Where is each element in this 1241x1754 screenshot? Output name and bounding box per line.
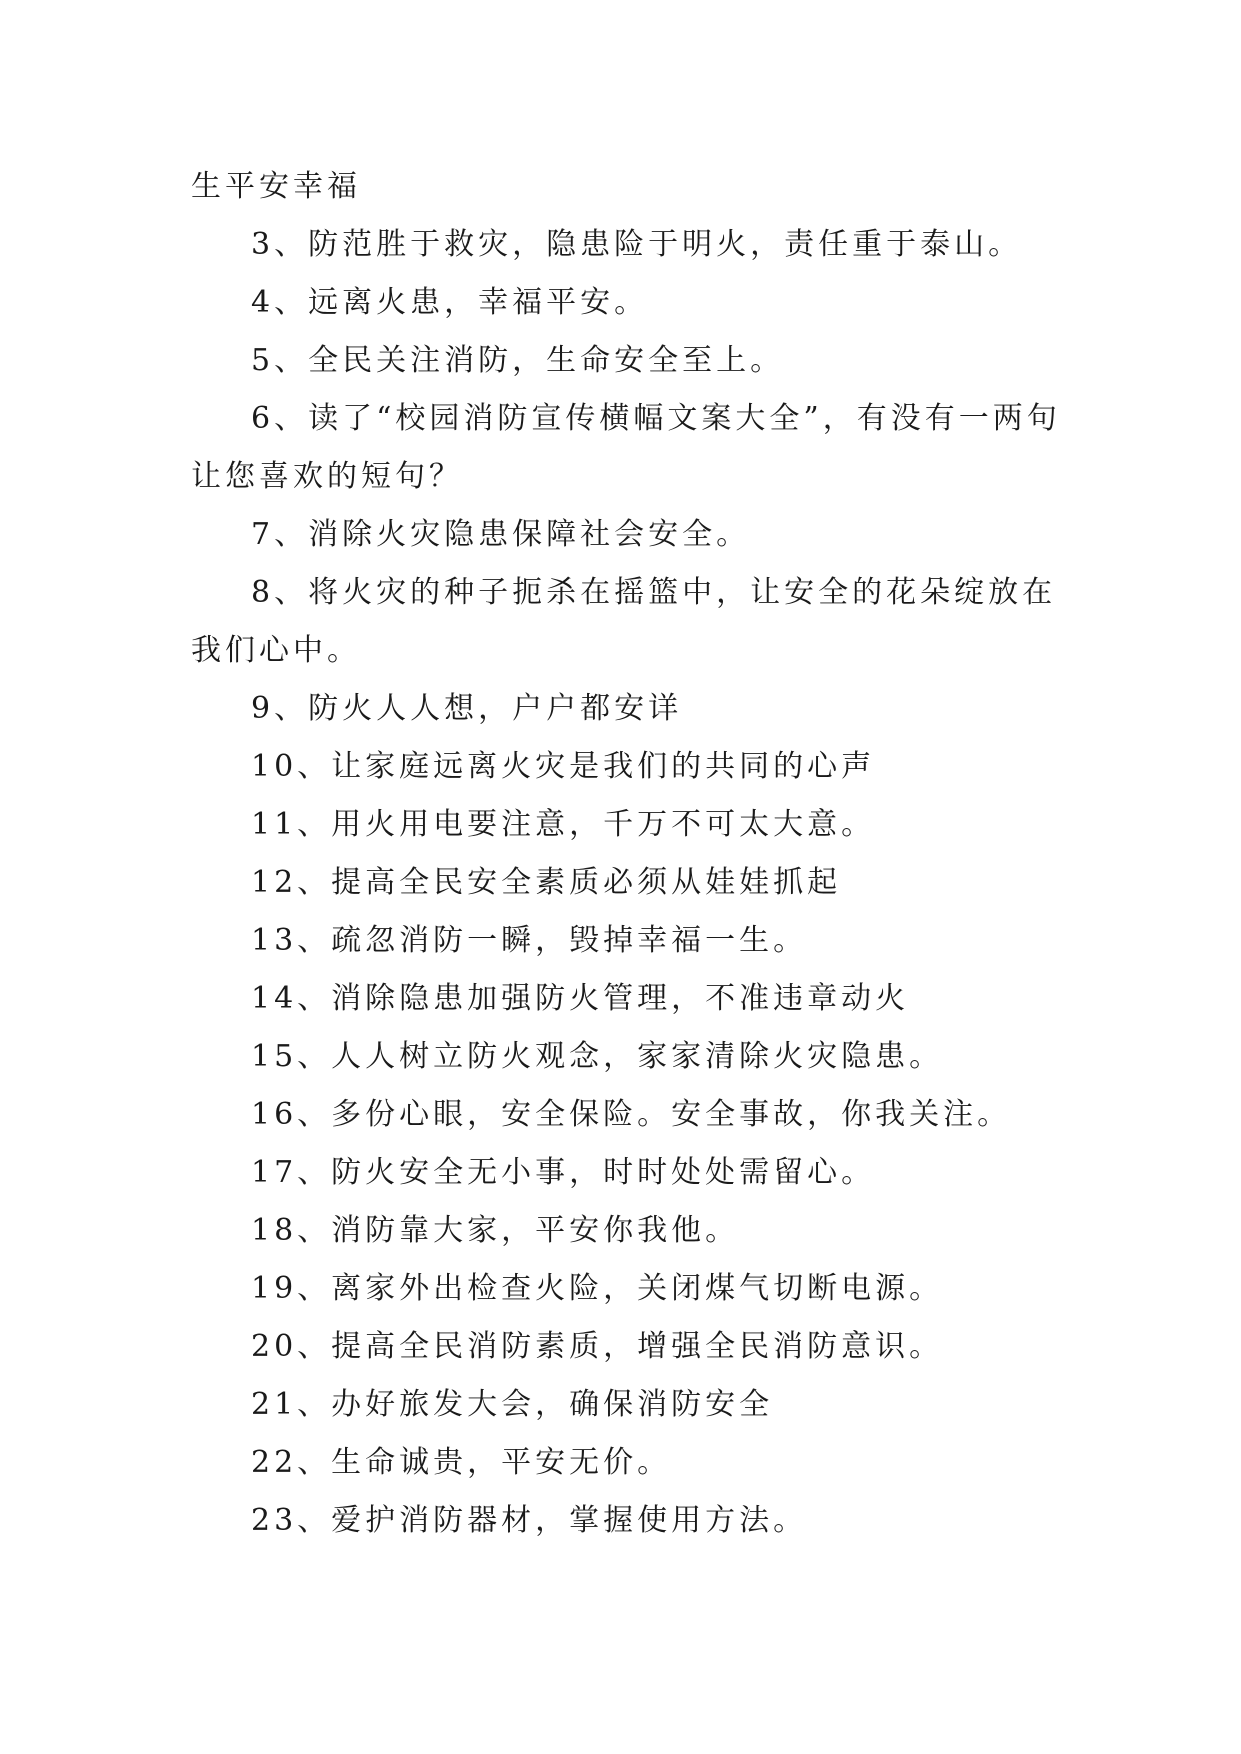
slogan-item-23: 23、爱护消防器材，掌握使用方法。	[251, 1503, 808, 1538]
slogan-item-5: 5、全民关注消防，生命安全至上。	[251, 343, 785, 378]
slogan-item-4: 4、远离火患，幸福平安。	[251, 285, 649, 320]
slogan-item-19: 19、离家外出检查火险，关闭煤气切断电源。	[251, 1271, 944, 1306]
slogan-item-12: 12、提高全民安全素质必须从娃娃抓起	[251, 865, 842, 900]
slogan-item-16: 16、多份心眼，安全保险。安全事故，你我关注。	[251, 1097, 1012, 1132]
slogan-item-11: 11、用火用电要注意，千万不可太大意。	[251, 807, 876, 842]
slogan-item-6: 6、读了“校园消防宣传横幅文案大全”，有没有一两句让您喜欢的短句？	[191, 401, 1061, 494]
slogan-item-21: 21、办好旅发大会，确保消防安全	[251, 1387, 774, 1422]
slogan-item-17: 17、防火安全无小事，时时处处需留心。	[251, 1155, 876, 1190]
slogan-item-13: 13、疏忽消防一瞬，毁掉幸福一生。	[251, 923, 808, 958]
slogan-item-8: 8、将火灾的种子扼杀在摇篮中，让安全的花朵绽放在我们心中。	[191, 575, 1057, 668]
slogan-item-18: 18、消防靠大家，平安你我他。	[251, 1213, 740, 1248]
slogan-item-15: 15、人人树立防火观念，家家清除火灾隐患。	[251, 1039, 944, 1074]
slogan-item-10: 10、让家庭远离火灾是我们的共同的心声	[251, 749, 876, 784]
slogan-item-20: 20、提高全民消防素质，增强全民消防意识。	[251, 1329, 944, 1364]
paragraph-continuation: 生平安幸福	[191, 169, 361, 204]
slogan-item-3: 3、防范胜于救灾，隐患险于明火，责任重于泰山。	[251, 227, 1023, 262]
slogan-item-9: 9、防火人人想，户户都安详	[251, 691, 683, 726]
slogan-item-7: 7、消除火灾隐患保障社会安全。	[251, 517, 751, 552]
slogan-item-22: 22、生命诚贵，平安无价。	[251, 1445, 672, 1480]
slogan-item-14: 14、消除隐患加强防火管理，不准违章动火	[251, 981, 910, 1016]
document-body	[191, 158, 1061, 1550]
